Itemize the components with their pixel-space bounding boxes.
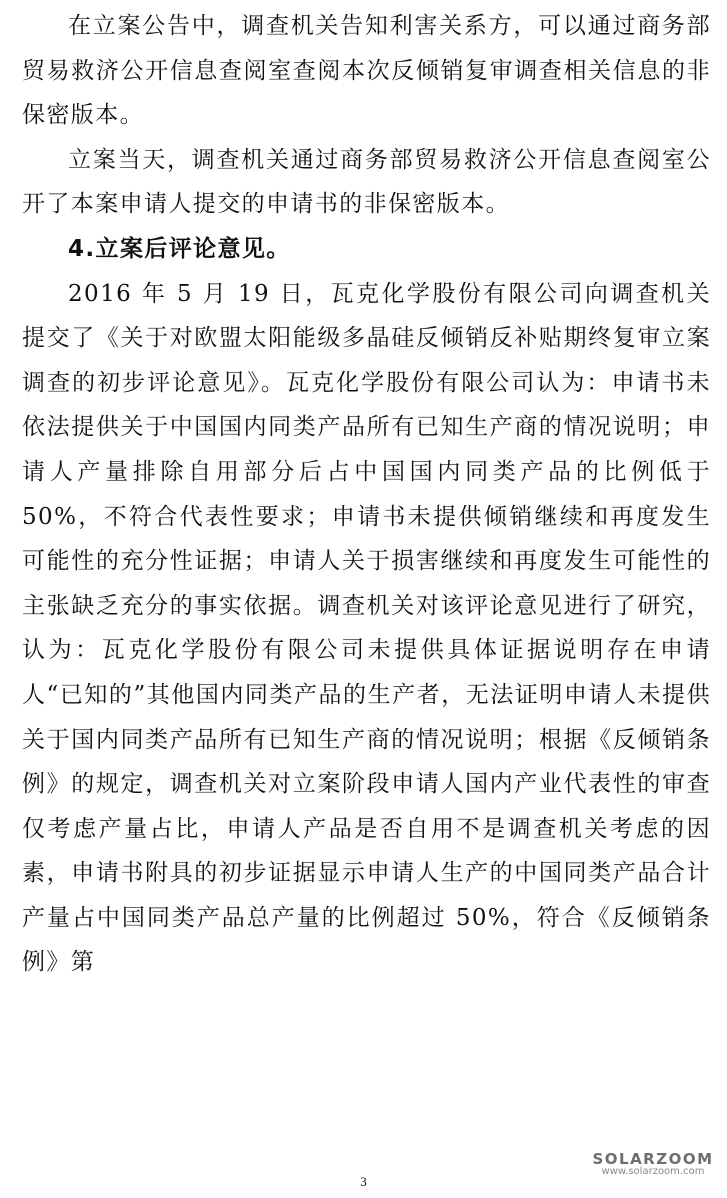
watermark-url: www.solarzoom.com	[601, 1166, 705, 1177]
watermark-logo: SOLARZOOM	[592, 1150, 714, 1168]
paragraph-announcement: 在立案公告中，调查机关告知利害关系方，可以通过商务部贸易救济公开信息查阅室查阅本次反倾销复审调查相关信息的非保密版本。	[22, 13, 711, 129]
page-number: 3	[360, 1174, 367, 1189]
section-heading: 4.立案后评论意见。	[68, 235, 291, 262]
watermark	[589, 1150, 717, 1177]
paragraph-comments: 2016 年 5 月 19 日，瓦克化学股份有限公司向调查机关提交了《关于对欧盟太阳能级多晶硅反倾销反补贴期终复审立案调查的初步评论意见》。瓦克化学股份有限公司认为：申请书未依法提供关于中国国内同类产品所有已知生产商的情况说明；申请人产量排除自用部分后占中国国内同类产品的比例低于 50%，不符合代表性要求；申请书未提供倾销继续和再度发生可能性的充分性证据；申请人关于损害继续和再度发生可能性的主张缺乏充分的事实依据。调查机关对该评论意见进行了研究，认为：瓦克化学股份有限公司未提供具体证据说明存在申请人“已知的”其他国内同类产品的生产者，无法证明申请人未提供关于国内同类产品所有已知生产商的情况说明；根据《反倾销条例》的规定，调查机关对立案阶段申请人国内产业代表性的审查仅考虑产量占比，申请人产品是否自用不是调查机关考虑的因素，申请书附具的初步证据显示申请人生产的中国同类产品合计产量占中国同类产品总产量的比例超过 50%，符合《反倾销条例》第	[22, 280, 711, 976]
paragraph-disclosure: 立案当天，调查机关通过商务部贸易救济公开信息查阅室公开了本案申请人提交的申请书的非保密版本。	[22, 146, 711, 218]
document-body	[22, 4, 711, 985]
